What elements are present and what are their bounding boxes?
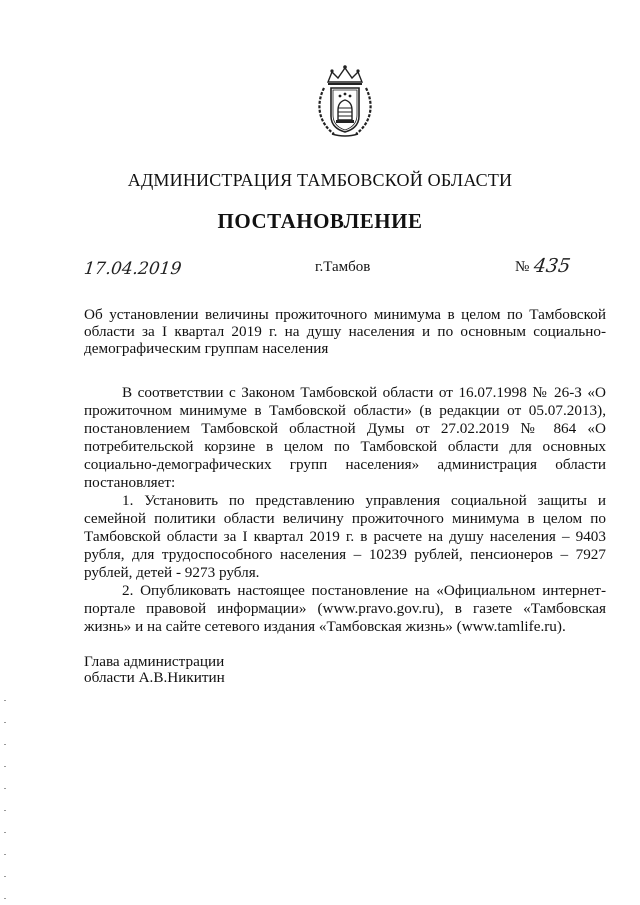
decree-item-2: 2. Опубликовать настоящее постановление на «Официальном интернет-портале правовой информации» (www.pravo.gov.ru), в газете «Тамбовская жизнь» и на сайте сетевого издания «Тамбовская жизнь» (www.tamlife.ru). <box>84 582 606 635</box>
organization-title: АДМИНИСТРАЦИЯ ТАМБОВСКОЙ ОБЛАСТИ <box>127 170 513 190</box>
signature-title: Глава администрации <box>84 653 225 670</box>
document-type-heading: ПОСТАНОВЛЕНИЕ <box>217 209 423 233</box>
document-body <box>84 384 606 636</box>
tambov-coat-of-arms-icon <box>314 64 376 140</box>
document-subject: Об установлении величины прожиточного минимума в целом по Тамбовской области за I квартал 2019 г. на душу населения и по основным социально-демографическим группам населения <box>84 306 606 357</box>
signature-name: области А.В.Никитин <box>84 669 225 686</box>
handwritten-date: 17.04.2019 <box>82 259 183 279</box>
city-label: г.Тамбов <box>315 259 371 275</box>
scan-margin-marks <box>4 700 6 900</box>
preamble-paragraph: В соответствии с Законом Тамбовской области от 16.07.1998 № 26-З «О прожиточном минимуме в Тамбовской области» (в редакции от 05.07.2013), постановлением Тамбовской областной Думы от 27.02.2019 № 864 «О потребительской корзине в целом по Тамбовской области для основных социально-демографических групп населения» администрация области постановляет: <box>84 384 606 491</box>
signature-block <box>84 654 225 686</box>
decree-item-1: 1. Установить по представлению управления социальной защиты и семейной политики области величину прожиточного минимума в целом по Тамбовской области за I квартал 2019 г. в расчете на душу населения – 9403 рубля, для трудоспособного населения – 10239 рублей, пенсионеров – 7927 рублей, детей - 9273 рубля. <box>84 492 606 581</box>
number-sign: № <box>515 259 530 275</box>
handwritten-document-number: 435 <box>532 255 572 277</box>
